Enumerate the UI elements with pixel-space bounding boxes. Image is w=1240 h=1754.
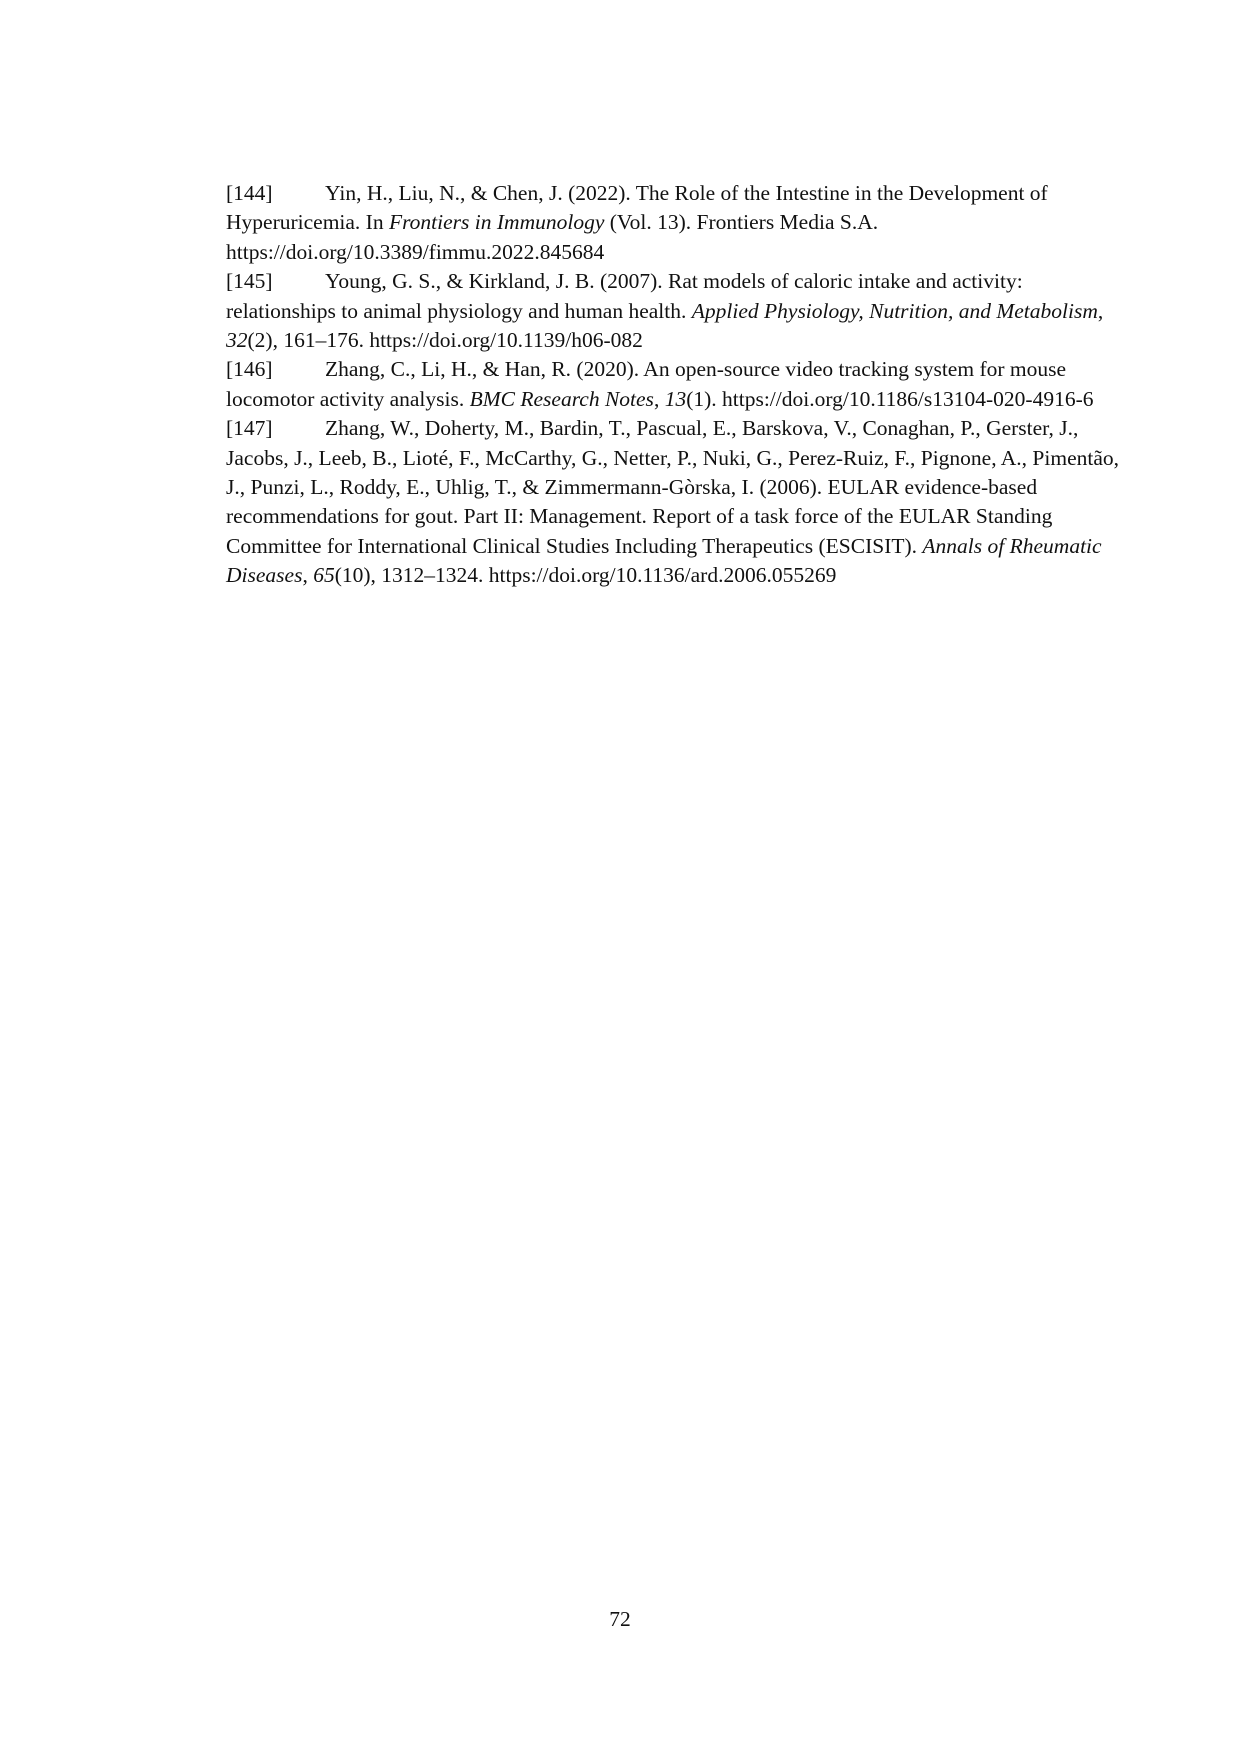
page-number: 72 <box>609 1607 631 1631</box>
reference-separator: , <box>1097 298 1104 323</box>
journal-title: Frontiers in Immunology <box>388 210 605 235</box>
reference-text: Zhang, C., Li, H., & Han, R. (2020). An open-source video tracking system for mouse locomotor activity analysis. <box>226 357 1067 411</box>
reference-tail: (1). https://doi.org/10.1186/s13104-020-4916-6 <box>686 386 1094 411</box>
reference-text: Young, G. S., & Kirkland, J. B. (2007). Rat models of caloric intake and activity: relationships to animal physiology and human health. <box>226 269 1023 323</box>
reference-tail: (Vol. 13). Frontiers Media S.A. https://doi.org/10.3389/fimmu.2022.845684 <box>226 210 879 264</box>
reference-number: [146] <box>226 357 273 382</box>
reference-number: [144] <box>226 181 273 205</box>
reference-number: [145] <box>226 269 273 294</box>
reference-146 <box>226 355 1126 414</box>
reference-text: Zhang, W., Doherty, M., Bardin, T., Pascual, E., Barskova, V., Conaghan, P., Gerster, J., Jacobs, J., Leeb, B., Lioté, F., McCarthy, G., Netter, P., Nuki, G., Perez-Ruiz, F., Pignone, A., Pimentão, J., Punzi, L., Roddy, E., Uhlig, T., & Zimmermann-Gòrska, I. (2006). EULAR evidence-based recommendations for gout. Part II: Management. Report of a task force of the EULAR Standing Committee for International Clinical Studies Including Therapeutics (ESCISIT). <box>226 416 1120 558</box>
journal-title: BMC Research Notes <box>469 386 654 411</box>
journal-title: Applied Physiology, Nutrition, and Metabolism <box>691 298 1098 323</box>
journal-volume: 65 <box>313 563 335 588</box>
reference-147 <box>226 414 1126 590</box>
journal-volume: 13 <box>664 386 687 411</box>
journal-title: Annals of Rheumatic Diseases <box>226 533 1102 588</box>
reference-tail: (2), 161–176. https://doi.org/10.1139/h06-082 <box>247 328 643 353</box>
reference-text: Yin, H., Liu, N., & Chen, J. (2022). The Role of the Intestine in the Development of Hyperuricemia. In <box>226 181 1048 235</box>
reference-145 <box>226 267 1126 355</box>
reference-separator: , <box>653 386 665 411</box>
reference-tail: (10), 1312–1324. https://doi.org/10.1136/ard.2006.055269 <box>334 563 837 588</box>
reference-number: [147] <box>226 416 273 441</box>
reference-list <box>226 179 1126 591</box>
reference-separator: , <box>302 563 314 588</box>
journal-volume: 32 <box>226 328 248 353</box>
reference-144 <box>226 179 1126 267</box>
